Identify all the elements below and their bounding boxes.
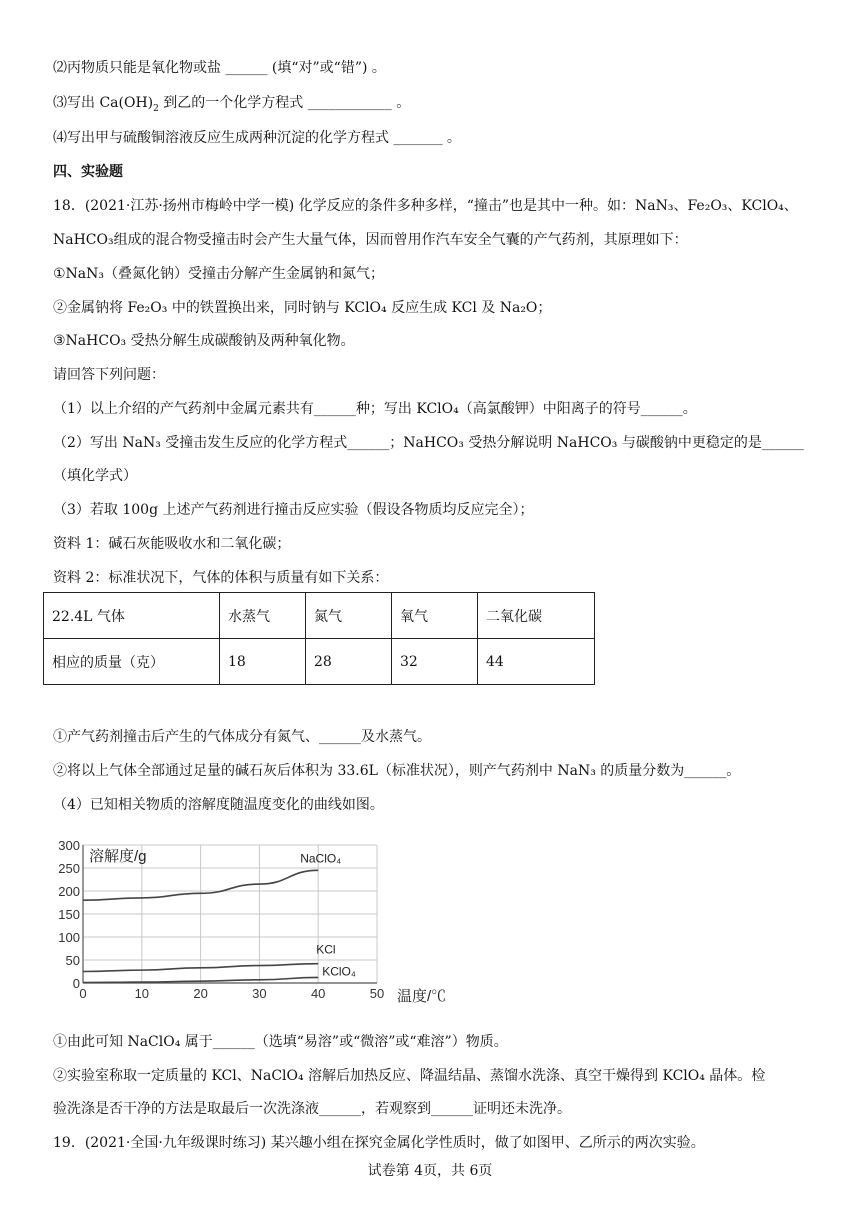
material-2: 资料 2：标准状况下，气体的体积与质量有如下关系：	[53, 570, 389, 586]
gas-question-2: ②将以上气体全部通过足量的碱石灰后体积为 33.6L（标准状况），则产气药剂中 NaN₃ 的质量分数为______。	[53, 763, 741, 779]
series-label: NaClO₄	[300, 851, 342, 866]
solubility-chart	[40, 835, 460, 1005]
series-label: KClO₄	[322, 964, 356, 979]
gas-mass-table	[43, 592, 595, 685]
y-tick-label: 250	[58, 861, 80, 876]
sub-question-2-line2: （填化学式）	[53, 468, 137, 484]
y-tick-label: 150	[58, 907, 80, 922]
table-cell: 28	[306, 639, 392, 685]
y-tick-label: 200	[58, 884, 80, 899]
sub-question-4: （4）已知相关物质的溶解度随温度变化的曲线如图。	[53, 797, 384, 813]
solubility-question-2-line2: 验洗涤是否干净的方法是取最后一次洗涤液______，若观察到______证明还未洗净。	[53, 1101, 571, 1117]
y-tick-label: 300	[58, 838, 80, 853]
reaction-1: ①NaN₃（叠氮化钠）受撞击分解产生金属钠和氮气；	[53, 266, 385, 282]
x-tick-label: 0	[79, 986, 87, 1001]
table-cell: 氧气	[392, 593, 478, 639]
sub-question-1: （1）以上介绍的产气药剂中金属元素共有______种；写出 KClO₄（高氯酸钾）中阳离子的符号______。	[53, 401, 697, 417]
y-tick-label: 0	[72, 976, 80, 991]
x-axis-title: 温度/℃	[397, 988, 447, 1005]
sub-question-3: （3）若取 100g 上述产气药剂进行撞击反应实验（假设各物质均反应完全）；	[53, 502, 534, 518]
reaction-2: ②金属钠将 Fe₂O₃ 中的铁置换出来，同时钠与 KClO₄ 反应生成 KCl 及 Na₂O；	[53, 300, 552, 316]
table-cell: 二氧化碳	[478, 593, 595, 639]
table-cell: 18	[220, 639, 306, 685]
y-tick-label: 50	[65, 953, 80, 968]
y-tick-label: 100	[58, 930, 80, 945]
table-cell: 氮气	[306, 593, 392, 639]
problem-19-line: 19．(2021·全国·九年级课时练习) 某兴趣小组在探究金属化学性质时，做了如图甲、乙所示的两次实验。	[53, 1135, 705, 1151]
x-tick-label: 40	[310, 986, 326, 1001]
x-tick-label: 20	[193, 986, 208, 1001]
series-label: KCl	[316, 942, 336, 957]
solubility-question-1: ①由此可知 NaClO₄ 属于______（选填“易溶”或“微溶”或“难溶”）物质。	[53, 1034, 508, 1050]
q3-subscript: 2	[153, 103, 159, 114]
material-1: 资料 1：碱石灰能吸收水和二氧化碳；	[53, 536, 291, 552]
sub-question-2-line1: （2）写出 NaN₃ 受撞击发生反应的化学方程式______；NaHCO₃ 受热分解说明 NaHCO₃ 与碳酸钠中更稳定的是______	[53, 435, 804, 451]
page-footer: 试卷第 4页，共 6页	[367, 1163, 493, 1179]
x-tick-label: 50	[369, 986, 385, 1001]
x-tick-label: 30	[252, 986, 267, 1001]
q3-text-a: ⑶写出 Ca(OH)	[53, 95, 154, 111]
question-2-line: ⑵丙物质只能是氧化物或盐 ______ (填“对”或“错”) 。	[53, 60, 386, 76]
problem-18-intro-line2: NaHCO₃组成的混合物受撞击时会产生大量气体，因而曾用作汽车安全气囊的产气药剂，其原理如下：	[53, 232, 688, 248]
gas-question-1: ①产气药剂撞击后产生的气体成分有氮气、______及水蒸气。	[53, 729, 431, 745]
table-cell: 44	[478, 639, 595, 685]
table-row	[44, 593, 595, 639]
solubility-question-2-line1: ②实验室称取一定质量的 KCl、NaClO₄ 溶解后加热反应、降温结晶、蒸馏水洗涤、真空干燥得到 KClO₄ 晶体。检	[53, 1068, 766, 1084]
q3-text-c: 到乙的一个化学方程式 ____________ 。	[158, 95, 411, 111]
y-axis-title: 溶解度/g	[89, 848, 147, 865]
table-cell: 水蒸气	[220, 593, 306, 639]
table-row	[44, 639, 595, 685]
table-cell: 32	[392, 639, 478, 685]
section-heading: 四、实验题	[53, 164, 123, 180]
table-cell: 相应的质量（克）	[44, 639, 220, 685]
answer-prompt: 请回答下列问题：	[53, 367, 165, 383]
reaction-3: ③NaHCO₃ 受热分解生成碳酸钠及两种氧化物。	[53, 333, 355, 349]
table-cell: 22.4L 气体	[44, 593, 220, 639]
question-3-line	[53, 93, 410, 113]
problem-18-intro-line1: 18．(2021·江苏·扬州市梅岭中学一模) 化学反应的条件多种多样，“撞击”也是其中一种。如：NaN₃、Fe₂O₃、KClO₄、	[53, 198, 798, 214]
question-4-line: ⑷写出甲与硫酸铜溶液反应生成两种沉淀的化学方程式 _______ 。	[53, 130, 461, 146]
x-tick-label: 10	[134, 986, 150, 1001]
